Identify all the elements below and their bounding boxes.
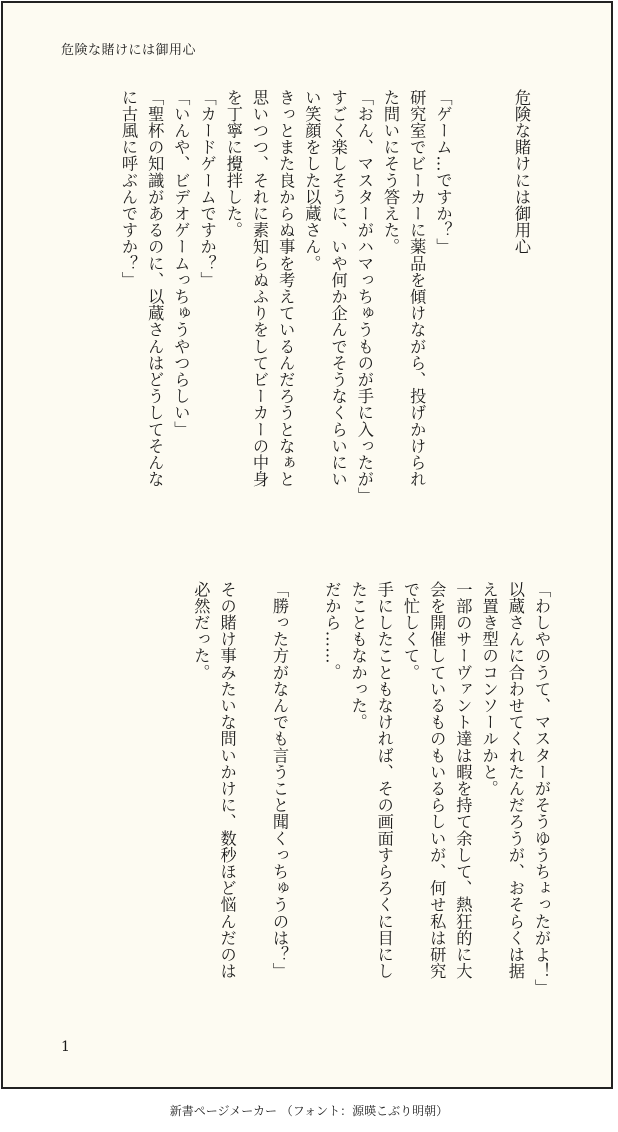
running-head: 危険な賭けには御用心 (61, 43, 197, 58)
text-line: え置き型のコンソールかと。 (479, 581, 499, 797)
text-line: 「ゲーム…ですか？」 (433, 89, 453, 255)
text-line: 以蔵さんに合わせてくれたんだろうが、おそらくは据 (505, 581, 525, 980)
text-line: 「カードゲームですか？」 (197, 89, 217, 289)
lower-text-block (187, 581, 554, 1021)
blank-line (455, 89, 481, 529)
text-line: を丁寧に攪拌した。 (223, 89, 243, 239)
text-line: た問いにそう答えた。 (381, 89, 401, 255)
text-line: 必然だった。 (191, 581, 211, 681)
page-number: 1 (61, 1039, 70, 1055)
blank-line (482, 89, 508, 529)
text-line: 研究室でビーカーに薬品を傾けながら、投げかけられ (407, 89, 427, 488)
generator-caption: 新書ページメーカー （フォント：源暎こぶり明朝） (169, 1104, 449, 1118)
text-line: 「勝った方がなんでも言うこと聞くっちゅうのは？」 (269, 581, 289, 980)
text-line: たこともなかった。 (348, 581, 368, 731)
text-line: で忙しくて。 (400, 581, 420, 681)
text-line: すごく楽しそうに、いや何か企んでそうなくらいにい (328, 89, 348, 488)
text-line: 「いんや、ビデオゲームっちゅうやつらしい」 (171, 89, 191, 438)
text-line: だから……。 (322, 581, 342, 681)
text-line: きっとまた良からぬ事を考えているんだろうとなぁと (276, 89, 296, 488)
text-line: 「おん、マスターがハマっちゅうものが手に入ったが」 (354, 89, 374, 504)
blank-line (292, 581, 318, 1021)
chapter-heading: 危険な賭けには御用心 (512, 89, 531, 255)
text-line: い笑顔をした以蔵さん。 (302, 89, 322, 272)
text-line: に古風に呼ぶんですか？」 (118, 89, 138, 289)
blank-line (240, 581, 266, 1021)
text-line: 手にしたこともなければ、その画面すらろくに目にし (374, 581, 394, 980)
upper-text-block (115, 89, 534, 529)
text-line: 一部のサーヴァント達は暇を持て余して、熱狂的に大 (453, 581, 473, 980)
text-line: 「聖杯の知識があるのに、以蔵さんはどうしてそんな (145, 89, 165, 488)
book-page (1, 1, 613, 1089)
text-line: 「わしやのうて、マスターがそうゆうちょったがよ！」 (532, 581, 551, 996)
text-line: 会を開催しているものもいるらしいが、何せ私は研究 (427, 581, 447, 980)
text-line: その賭け事みたいな問いかけに、数秒ほど悩んだのは (217, 581, 237, 980)
text-line: 思いつつ、それに素知らぬふりをしてビーカーの中身 (250, 89, 269, 488)
